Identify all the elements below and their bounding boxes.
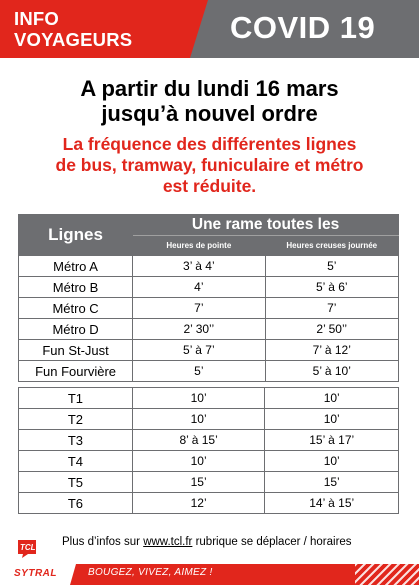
- table-row: [19, 361, 399, 382]
- offpeak-value: 10’: [265, 451, 399, 472]
- peak-value: 8’ à 15’: [132, 430, 265, 451]
- metro-funicular-table: [18, 214, 399, 382]
- covid-title: COVID 19: [230, 10, 376, 45]
- offpeak-value: 14’ à 15’: [265, 493, 399, 514]
- peak-value: 12’: [132, 493, 265, 514]
- footer-stripes: [355, 564, 419, 585]
- peak-value: 5’ à 7’: [133, 340, 265, 361]
- header-lignes: Lignes: [19, 215, 133, 256]
- footer-slogan: BOUGEZ, VIVEZ, AIMEZ !: [88, 567, 213, 578]
- line-name: T1: [19, 388, 133, 409]
- table-row: [19, 451, 399, 472]
- table-row: [19, 409, 399, 430]
- title-line2: jusqu’à nouvel ordre: [101, 101, 318, 126]
- subtitle-line1: La fréquence des différentes lignes: [62, 134, 357, 154]
- peak-value: 10’: [132, 409, 265, 430]
- line-name: Fun Fourvière: [19, 361, 133, 382]
- line-name: Fun St-Just: [19, 340, 133, 361]
- line-name: Métro D: [19, 319, 133, 340]
- offpeak-value: 5’ à 6’: [265, 277, 398, 298]
- peak-value: 2’ 30’’: [133, 319, 265, 340]
- line-name: Métro B: [19, 277, 133, 298]
- line-name: T5: [19, 472, 133, 493]
- tcl-logo-text: TCL: [20, 543, 36, 552]
- table-row: [19, 493, 399, 514]
- table-row: [19, 430, 399, 451]
- table-row: [19, 340, 399, 361]
- peak-value: 10’: [132, 388, 265, 409]
- line-name: T4: [19, 451, 133, 472]
- sytral-logo: SYTRAL: [14, 568, 57, 579]
- offpeak-value: 10’: [265, 409, 399, 430]
- offpeak-value: 2’ 50’’: [265, 319, 398, 340]
- table-row: [19, 256, 399, 277]
- footer-info: [62, 536, 352, 548]
- header-offpeak: Heures creuses journée: [265, 236, 398, 256]
- subtitle: [0, 134, 419, 197]
- tramway-table: [18, 387, 399, 514]
- table-row: [19, 277, 399, 298]
- header-peak: Heures de pointe: [133, 236, 265, 256]
- peak-value: 3’ à 4’: [133, 256, 265, 277]
- peak-value: 4’: [133, 277, 265, 298]
- table-row: [19, 298, 399, 319]
- offpeak-value: 5’ à 10’: [265, 361, 398, 382]
- offpeak-value: 15’ à 17’: [265, 430, 399, 451]
- page-title: [0, 76, 419, 126]
- peak-value: 5’: [133, 361, 265, 382]
- header-une-rame: Une rame toutes les: [133, 215, 399, 236]
- peak-value: 10’: [132, 451, 265, 472]
- line-name: T3: [19, 430, 133, 451]
- table-row: [19, 319, 399, 340]
- subtitle-line3: est réduite.: [162, 176, 257, 196]
- info-line2: VOYAGEURS: [14, 29, 133, 50]
- subtitle-line2: de bus, tramway, funiculaire et métro: [55, 155, 364, 175]
- info-line1: INFO: [14, 8, 59, 29]
- line-name: T6: [19, 493, 133, 514]
- table-row: [19, 388, 399, 409]
- offpeak-value: 15’: [265, 472, 399, 493]
- tcl-logo-icon: [16, 538, 38, 558]
- offpeak-value: 7’ à 12’: [265, 340, 398, 361]
- peak-value: 7’: [133, 298, 265, 319]
- tcl-website-link[interactable]: www.tcl.fr: [143, 536, 193, 548]
- line-name: Métro C: [19, 298, 133, 319]
- info-voyageurs-label: [14, 8, 132, 50]
- peak-value: 15’: [132, 472, 265, 493]
- line-name: T2: [19, 409, 133, 430]
- offpeak-value: 10’: [265, 388, 399, 409]
- offpeak-value: 7’: [265, 298, 398, 319]
- title-line1: A partir du lundi 16 mars: [80, 76, 339, 101]
- line-name: Métro A: [19, 256, 133, 277]
- footer-text-before: Plus d’infos sur: [62, 536, 144, 548]
- offpeak-value: 5’: [265, 256, 398, 277]
- footer-text-after: rubrique se déplacer / horaires: [192, 536, 352, 548]
- table-row: [19, 472, 399, 493]
